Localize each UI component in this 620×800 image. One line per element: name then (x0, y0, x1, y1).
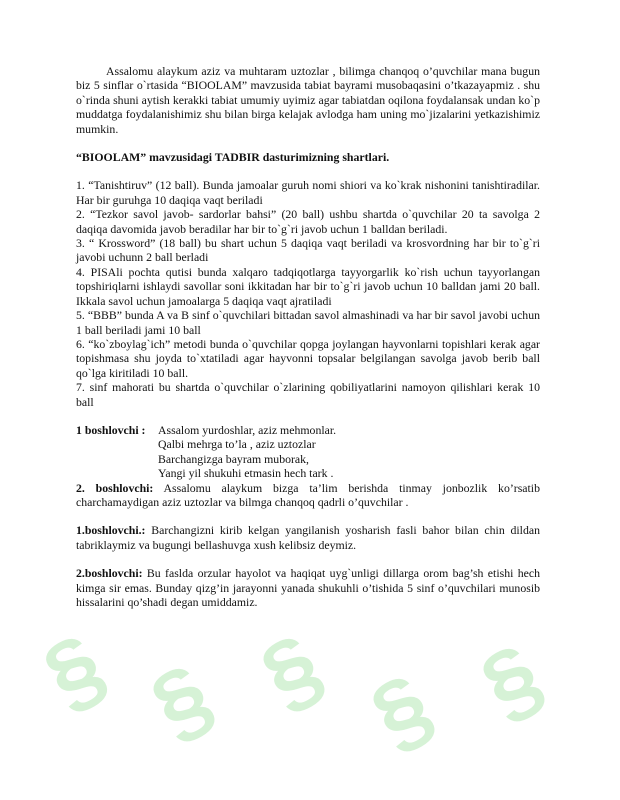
speech-text: Barchangizni kirib kelgan yangilanish yosharish fasli bahor bilan chin dildan tabriklaymiz va bugungi bellashuvga xush kelibsiz deymiz. (76, 523, 540, 552)
list-item: 7. sinf mahorati bu shartda o`quvchilar o`zlarining qobiliyatlarini namoyon qilishlari kerak 10 ball (76, 380, 540, 409)
speaker-label: 1.boshlovchi.: (76, 523, 146, 538)
list-item: 5. “BBB” bunda A va B sinf o`quvchilari bittadan savol almashinadi va har bir savol javobi uchun 1 ball beriladi jami 10 ball (76, 308, 540, 337)
poem-speaker-label: 1 boshlovchi : (76, 422, 146, 437)
speech-paragraph (76, 523, 540, 552)
svg-text:§: § (355, 655, 449, 768)
speaker-label: 2.boshlovchi: (76, 566, 143, 581)
poem-line: Yangi yil shukuhi etmasin hech tark . (158, 466, 334, 481)
conditions-list (76, 178, 540, 409)
speech-paragraph (76, 566, 540, 609)
list-item: 4. PISAli pochta qutisi bunda xalqaro tadqiqotlarga tayyorgarlik ko`rish uchun tayyorlangan topshiriqlarni ishlaydi savollar soni ikkitadan har bir to`g`ri javob uchun 10 balldan jami 20 ball. Ikkala savol uchun jamoalarga 5 daqiqa vaqt ajratiladi (76, 264, 540, 308)
poem-line: Assalom yurdoshlar, aziz mehmonlar. (158, 422, 337, 437)
poem-line: Barchangizga bayram muborak, (158, 451, 310, 466)
speech-text: Bu faslda orzular hayolot va haqiqat uyg`unligi dillarga orom bag’sh etishi hech kimga sir emas. Bunday qizg’in jarayonni yanada shukuhli o’tishida 5 sinf o’quvchilari munosib hissalarini qo’shadi degan umiddamiz. (76, 566, 540, 609)
list-item: 1. “Tanishtiruv” (12 ball). Bunda jamoalar guruh nomi shiori va ko`krak nishonini tanishtiradilar. Har bir guruhga 10 daqiqa vaqt beriladi (76, 178, 540, 207)
list-item: 2. “Tezkor savol javob- sardorlar bahsi” (20 ball) ushbu shartda o`quvchilar 20 ta savolga 2 daqiqa davomida javob beradilar har bir to`g`ri javob uchun 1 balldan beriladi. (76, 207, 540, 236)
list-item: 3. “ Krossword” (18 ball) bu shart uchun 5 daqiqa vaqt beriladi va krosvordning har bir to`g`ri javobi uchunn 2 ball berladi (76, 236, 540, 265)
svg-text:§: § (465, 625, 559, 738)
speech-paragraph (76, 481, 540, 510)
intro-paragraph: Assalomu alaykum aziz va muhtaram uztozlar , bilimga chanqoq o’quvchilar mana bugun biz 5 sinflar o`rtasida “BIOOLAM” mavzusida tabiat bayrami musobaqasini o’tkazayapmiz . shu o`rinda shuni aytish kerakki tabiat umumiy uyimiz agar tabiatdan oqilona foydalansak undan ko`p muddatga foydalanishimiz shu bilan birga kelajak avlodga ham uning mo`jizalarini yetkazishimiz mumkin. (76, 64, 540, 136)
list-item: 6. “ko`zboylag`ich” metodi bunda o`quvchilar qopga joylangan hayvonlarni topishlari kerak agar topishmasa shu joyda to`xtatiladi agar hayvonni topsalar belgilangan savolga javob berib ball qo`lga kiritiladi 10 ball. (76, 336, 540, 380)
poem-line: Qalbi mehrga to’la , aziz uztozlar (158, 437, 316, 452)
svg-text:§: § (245, 615, 339, 728)
svg-text:§: § (135, 645, 229, 758)
svg-text:§: § (28, 615, 122, 728)
speaker-label: 2. boshlovchi: (76, 480, 154, 495)
document-page (76, 64, 540, 609)
poem-block (76, 423, 540, 481)
speech-text: Assalomu alaykum bizga ta’lim berishda tinmay jonbozlik ko’rsatib charchamaydigan aziz uztozlar va bilmga chanqoq qadrli o’quvchilar . (76, 480, 540, 509)
section-heading: “BIOOLAM” mavzusidagi TADBIR dasturimizning shartlari. (76, 150, 390, 165)
